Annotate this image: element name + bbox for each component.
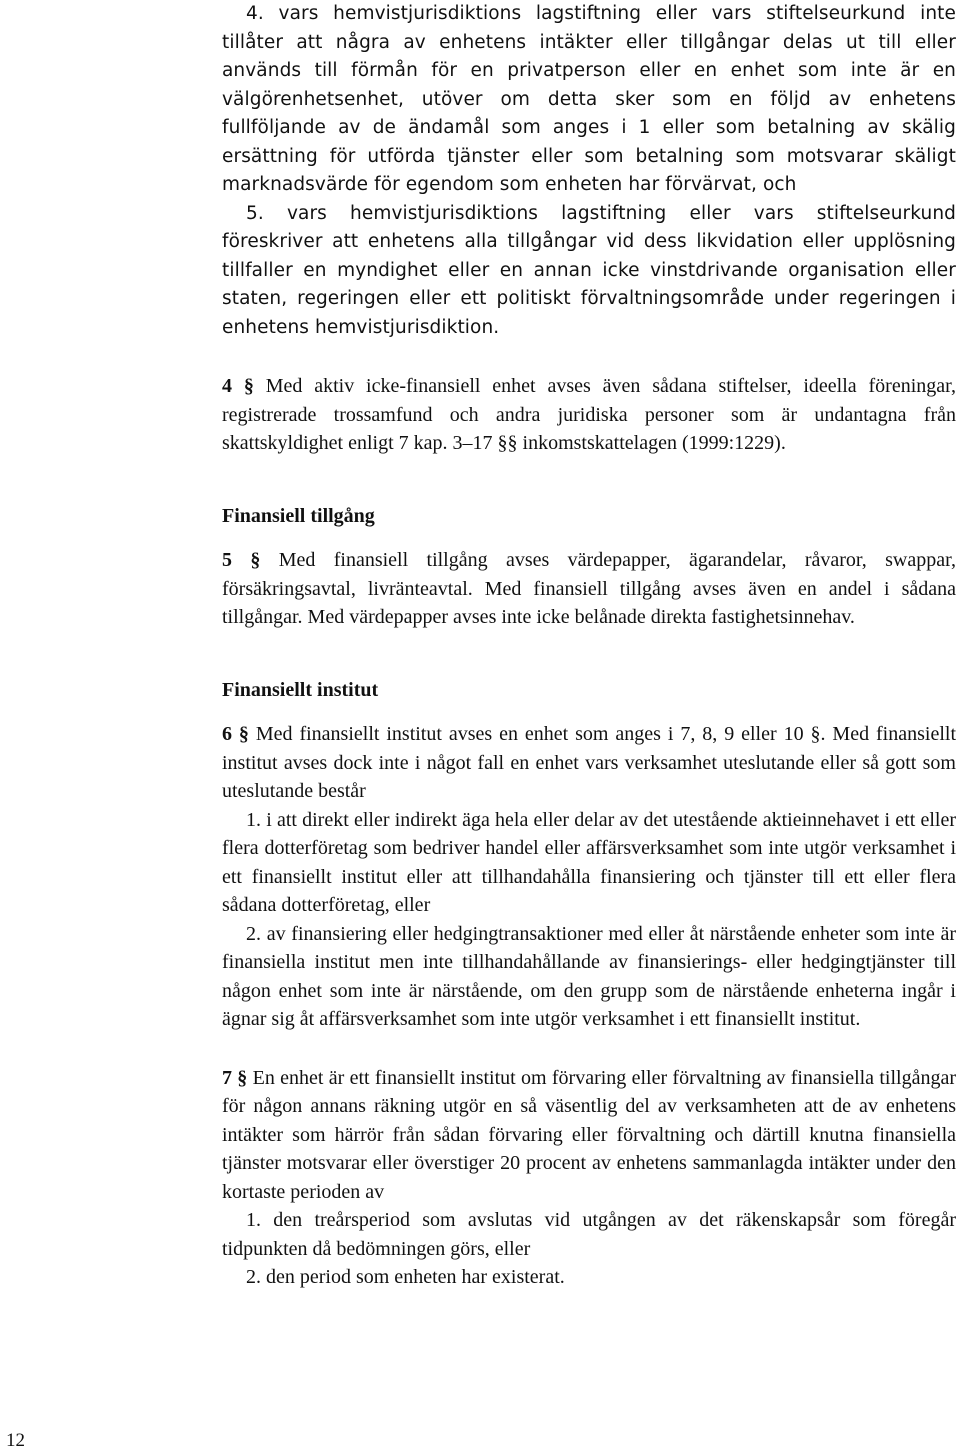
page-number: 12 <box>6 1430 25 1451</box>
section-7-item-1: 1. den treårsperiod som avslutas vid utgången av det räkenskapsår som föregår tidpunkten då bedömningen görs, eller <box>222 1209 956 1260</box>
section-7-item-2: 2. den period som enheten har existerat. <box>246 1266 565 1288</box>
section-6-item-2: 2. av finansiering eller hedgingtransaktioner med eller åt närstående enheter som inte är finansiella institut men inte tillhandahållande av finansierings- eller hedgingtjänster till någon enhet som inte är närstående, om den grupp som de närstående enheterna ingår i ägnar sig åt affärsverksamhet som inte utgör verksamhet i ett finansiellt institut. <box>222 922 956 1030</box>
section-text: Med finansiell tillgång avses värdepapper, ägarandelar, råvaror, swappar, försäkringsavtal, livränteavtal. Med finansiell tillgång avses även en andel i sådana tillgångar. Med värdepapper avses inte icke belånade direkta fastighetsinnehav. <box>222 549 956 628</box>
section-6-item-1: 1. i att direkt eller indirekt äga hela eller delar av det utestående aktieinnehavet i ett eller flera dotterföretag som bedriver handel eller affärsverksamhet som inte utgör verksamhet i ett finansiellt institut eller att tillhandahålla finansiering och tjänster till ett eller flera sådana dotterföretag, eller <box>222 808 956 916</box>
section-number: 6 § <box>222 723 249 745</box>
section-text: Med finansiellt institut avses en enhet som anges i 7, 8, 9 eller 10 §. Med finansiellt institut avses dock inte i något fall en enhet vars verksamhet uteslutande eller så gott som uteslutande består <box>222 723 956 802</box>
section-number: 7 § <box>222 1066 248 1089</box>
section-6-paragraph <box>222 720 956 806</box>
section-number: 4 § <box>222 375 254 397</box>
list-item-4: 4. vars hemvistjurisdiktions lagstiftning eller vars stiftelseurkund inte tillåter att några av enhetens intäkter eller tillgångar delas ut till eller används till förmån för en privatperson eller en enhet som inte är en välgörenhetsenhet, utöver om detta sker som en följd av enhetens fullföljande av de ändamål som anges i 1 eller som betalning av skälig ersättning för utförda tjänster eller som betalning som motsvarar skäligt marknadsvärde för egendom som enheten har förvärvat, och <box>222 3 956 195</box>
section-number: 5 § <box>222 549 261 571</box>
section-text: En enhet är ett finansiellt institut om förvaring eller förvaltning av finansiella tillgångar för någon annans räkning utgör en så väsentlig del av verksamheten att de av enhetens intäkter som härrör från sådan förvaring eller förvaltning och därtill knutna finansiella tjänster motsvarar eller överstiger 20 procent av enhetens sammanlagda intäkter under den kortaste perioden av <box>222 1066 957 1203</box>
section-text: Med aktiv icke-finansiell enhet avses även sådana stiftelser, ideella föreningar, registrerade trossamfund och andra juridiska personer som är undantagna från skattskyldighet enligt 7 kap. 3–17 §§ inkomstskattelagen (1999:1229). <box>222 375 957 454</box>
section-7-paragraph <box>222 1064 956 1207</box>
section-5-paragraph <box>222 546 956 632</box>
section-4-paragraph <box>222 372 956 458</box>
list-item-5: 5. vars hemvistjurisdiktions lagstiftning eller vars stiftelseurkund föreskriver att enhetens alla tillgångar vid dess likvidation eller upplösning tillfaller en myndighet eller en annan icke vinstdrivande organisation eller staten, regeringen eller ett politiskt förvaltningsområde under regeringen i enhetens hemvistjurisdiktion. <box>222 202 956 338</box>
heading-financial-institution: Finansiellt institut <box>222 678 379 701</box>
page-body <box>222 0 956 1292</box>
heading-financial-asset: Finansiell tillgång <box>222 504 375 527</box>
